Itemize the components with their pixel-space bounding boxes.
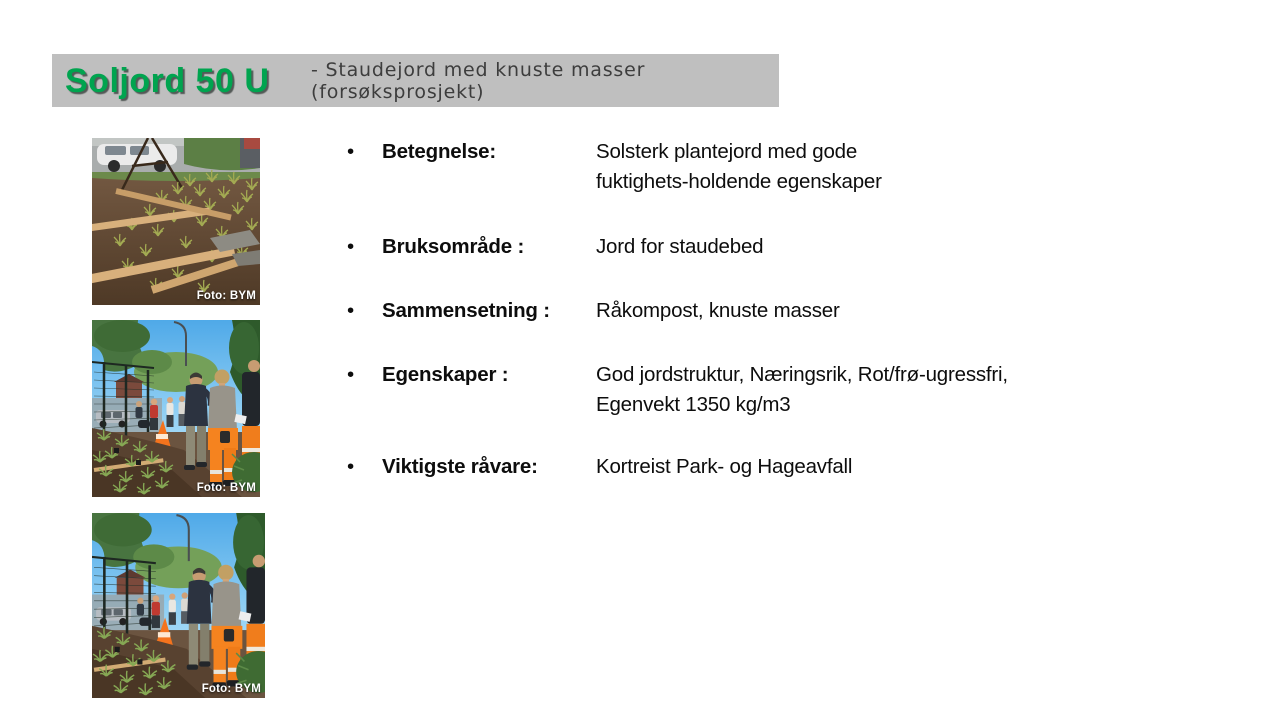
photo-credit: Foto: BYM [196,290,256,302]
workers-illustration [92,513,265,698]
slide-subtitle: - Staudejord med knuste masser (forsøksprosjekt) [311,58,646,103]
photo-credit: Foto: BYM [196,482,256,494]
slide-title: Soljord 50 U [65,61,270,100]
bullet-viktigste-ravare [344,452,1254,482]
bullet-marker: • [347,455,354,478]
bullet-value: Jord for staudebed [596,235,764,258]
bullet-egenskaper [344,360,1254,420]
bullet-marker: • [347,140,354,163]
bullet-value: Solsterk plantejord med gode fuktighets-holdende egenskaper [596,140,882,193]
workers-illustration [92,320,260,497]
bullet-bruksomrade [344,232,1254,262]
bullet-label: Bruksområde : [382,235,525,258]
title-banner [52,54,779,107]
photo-workers-1 [92,320,260,497]
bullet-value: Kortreist Park- og Hageavfall [596,455,853,478]
bullet-betegnelse [344,137,1254,197]
bullet-marker: • [347,235,354,258]
bullet-marker: • [347,363,354,386]
bullet-sammensetning [344,296,1254,326]
bullet-label: Viktigste råvare: [382,455,538,478]
bullet-value: Råkompost, knuste masser [596,299,840,322]
photo-planting-bed [92,138,260,305]
bullet-marker: • [347,299,354,322]
bullet-label: Egenskaper : [382,363,509,386]
photo-workers-2 [92,513,265,698]
bullet-label: Sammensetning : [382,299,550,322]
planting-bed-illustration [92,138,260,305]
bullet-value: God jordstruktur, Næringsrik, Rot/frø-ugressfri, Egenvekt 1350 kg/m3 [596,363,1008,416]
bullet-label: Betegnelse: [382,140,497,163]
photo-credit: Foto: BYM [201,683,261,695]
